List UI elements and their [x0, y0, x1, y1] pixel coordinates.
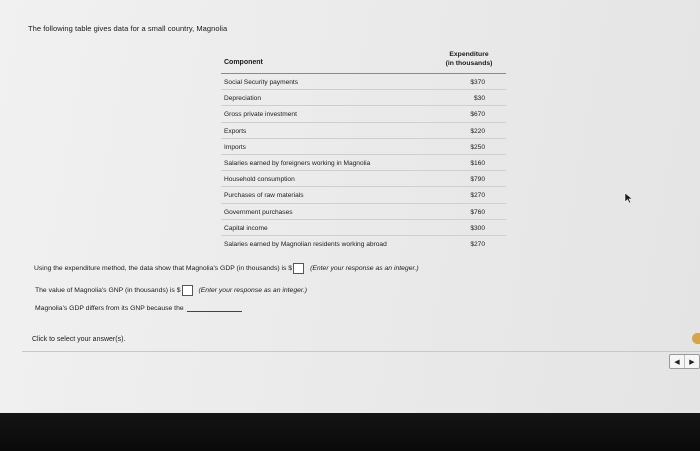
- gnp-answer-input[interactable]: [182, 285, 193, 296]
- header-component: Component: [224, 59, 263, 66]
- gdp-answer-input[interactable]: [293, 263, 304, 274]
- header-expenditure-line2: (in thousands): [445, 60, 493, 67]
- row-component: Social Security payments: [224, 79, 299, 86]
- mouse-pointer-icon: [624, 192, 633, 204]
- table-row: [221, 106, 506, 122]
- row-value: $270: [470, 192, 485, 200]
- header-expenditure-line1: Expenditure: [449, 51, 489, 58]
- table-row: [221, 90, 506, 106]
- question-intro: The following table gives data for a small country, Magnolia: [28, 24, 228, 33]
- footer-divider: [22, 351, 700, 352]
- triangle-left-icon: ◀: [674, 358, 680, 366]
- expenditure-table: [221, 49, 506, 252]
- gdp-prompt: Using the expenditure method, the data show that Magnolia's GDP (in thousands) is $: [34, 265, 293, 272]
- differs-question: [35, 305, 242, 312]
- table-row: [221, 123, 506, 139]
- row-value: $370: [470, 79, 485, 86]
- question-nav: [669, 354, 700, 369]
- row-value: $670: [470, 111, 485, 119]
- table-body: [221, 74, 506, 252]
- help-tab[interactable]: [692, 333, 700, 344]
- gdp-hint: (Enter your response as an integer.): [310, 265, 419, 272]
- table-row: [221, 236, 506, 252]
- table-header: [221, 49, 506, 74]
- row-value: $300: [470, 224, 485, 232]
- row-value: $250: [470, 143, 485, 151]
- row-component: Gross private investment: [224, 111, 297, 119]
- gdp-question: [34, 263, 419, 274]
- header-expenditure: [434, 50, 504, 68]
- select-answer-hint: Click to select your answer(s).: [32, 336, 126, 343]
- table-row: [221, 155, 506, 171]
- row-value: $220: [470, 127, 485, 135]
- next-button[interactable]: [684, 355, 699, 368]
- triangle-right-icon: ▶: [689, 358, 695, 366]
- gnp-hint: (Enter your response as an integer.): [198, 287, 308, 294]
- table-row: [221, 74, 506, 90]
- row-component: Government purchases: [224, 208, 293, 216]
- row-value: $790: [470, 176, 485, 184]
- row-component: Exports: [224, 127, 247, 135]
- prev-button[interactable]: [670, 355, 684, 368]
- row-value: $30: [473, 95, 485, 103]
- table-row: [221, 171, 506, 187]
- row-component: Imports: [224, 143, 246, 151]
- bottom-bar: [0, 413, 700, 451]
- row-component: Capital income: [224, 224, 268, 232]
- row-component: Household consumption: [224, 176, 295, 184]
- gnp-question: [35, 285, 307, 296]
- row-component: Salaries earned by Magnolian residents working abroad: [224, 240, 387, 248]
- table-row: [221, 139, 506, 155]
- table-row: [221, 220, 506, 236]
- differs-prompt: Magnolia's GDP differs from its GNP because the: [35, 305, 184, 312]
- row-component: Salaries earned by foreigners working in Magnolia: [224, 159, 371, 167]
- table-row: [221, 187, 506, 203]
- differs-answer-dropdown[interactable]: [187, 305, 242, 312]
- row-component: Depreciation: [224, 95, 262, 103]
- row-value: $760: [470, 208, 485, 216]
- row-value: $270: [470, 240, 485, 248]
- gnp-prompt: The value of Magnolia's GNP (in thousands) is $: [35, 287, 181, 294]
- row-value: $160: [470, 159, 485, 167]
- table-row: [221, 204, 506, 220]
- row-component: Purchases of raw materials: [224, 192, 304, 200]
